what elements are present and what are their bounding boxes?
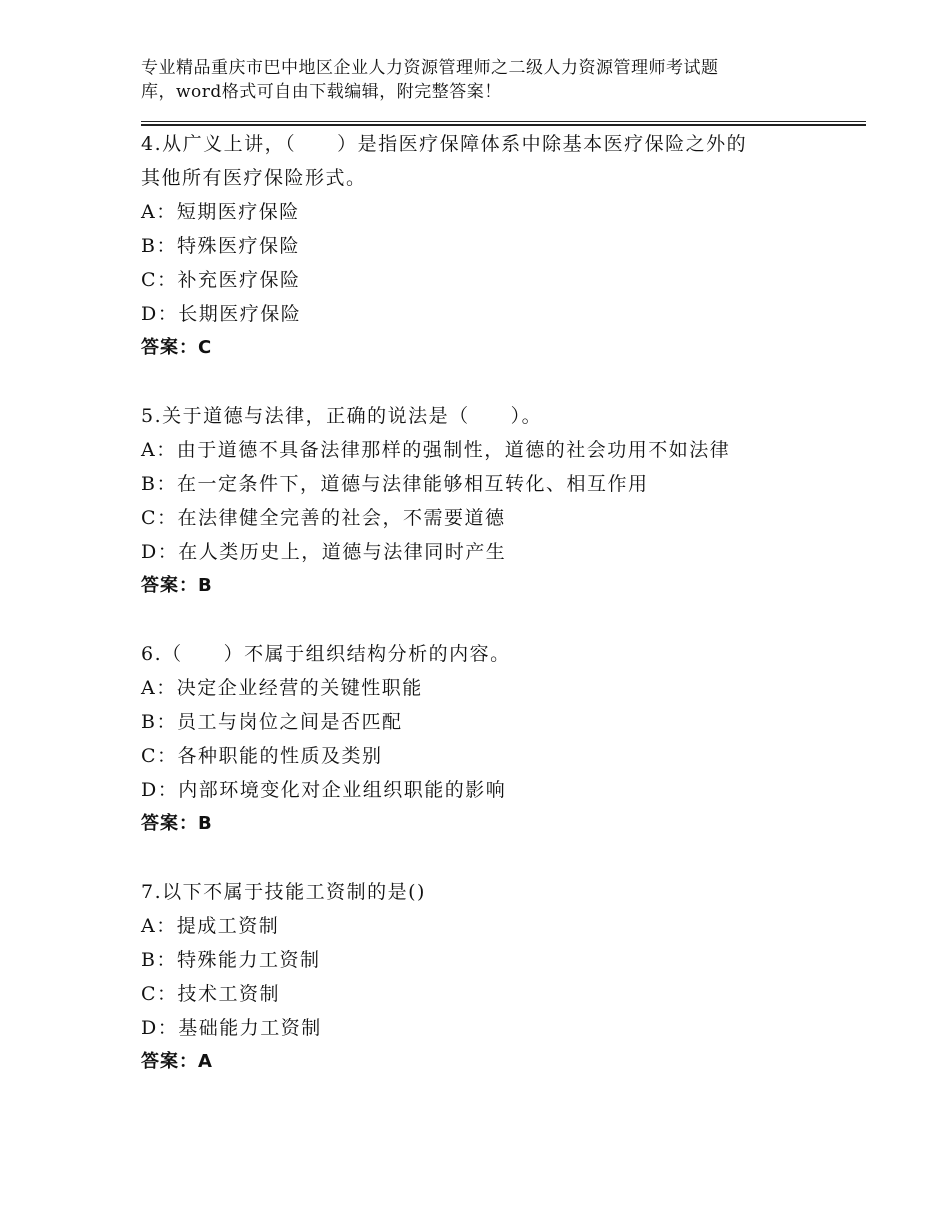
question-stem-continued: 其他所有医疗保险形式。 xyxy=(141,167,367,189)
option-c: C：在法律健全完善的社会，不需要道德 xyxy=(141,507,506,529)
option-b: B：特殊能力工资制 xyxy=(141,949,321,971)
option-c: C：各种职能的性质及类别 xyxy=(141,745,383,767)
header-rule-thin xyxy=(141,121,866,122)
option-a: A：由于道德不具备法律那样的强制性，道德的社会功用不如法律 xyxy=(141,439,731,461)
header-line-1: 专业精品重庆市巴中地区企业人力资源管理师之二级人力资源管理师考试题 xyxy=(141,58,719,78)
document-header xyxy=(141,56,841,104)
option-b: B：在一定条件下，道德与法律能够相互转化、相互作用 xyxy=(141,473,649,495)
option-a: A：提成工资制 xyxy=(141,915,280,937)
option-a: A：决定企业经营的关键性职能 xyxy=(141,677,423,699)
header-line-2: 库，word格式可自由下载编辑，附完整答案！ xyxy=(141,82,502,102)
question-6 xyxy=(141,637,841,841)
option-b: B：员工与岗位之间是否匹配 xyxy=(141,711,403,733)
answer: 答案：B xyxy=(141,813,213,834)
question-5 xyxy=(141,399,841,603)
option-d: D：内部环境变化对企业组织职能的影响 xyxy=(141,779,507,801)
question-list xyxy=(141,127,841,1079)
question-4 xyxy=(141,127,841,365)
option-b: B：特殊医疗保险 xyxy=(141,235,300,257)
question-stem: 7.以下不属于技能工资制的是() xyxy=(141,881,426,903)
question-stem: 5.关于道德与法律，正确的说法是（ ）。 xyxy=(141,405,543,427)
question-stem: 6.（ ）不属于组织结构分析的内容。 xyxy=(141,643,511,665)
answer: 答案：C xyxy=(141,337,213,358)
option-d: D：在人类历史上，道德与法律同时产生 xyxy=(141,541,507,563)
header-rule-thick xyxy=(141,124,866,126)
question-stem: 4.从广义上讲，（ ）是指医疗保障体系中除基本医疗保险之外的 xyxy=(141,133,748,155)
option-c: C：技术工资制 xyxy=(141,983,281,1005)
option-d: D：基础能力工资制 xyxy=(141,1017,322,1039)
answer: 答案：A xyxy=(141,1051,213,1072)
question-7 xyxy=(141,875,841,1079)
option-d: D：长期医疗保险 xyxy=(141,303,302,325)
option-a: A：短期医疗保险 xyxy=(141,201,300,223)
answer: 答案：B xyxy=(141,575,213,596)
option-c: C：补充医疗保险 xyxy=(141,269,301,291)
